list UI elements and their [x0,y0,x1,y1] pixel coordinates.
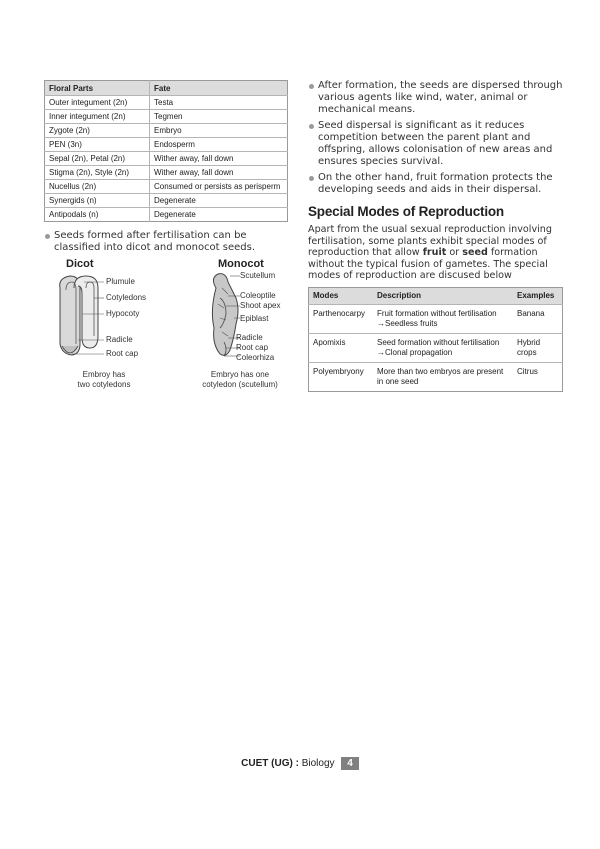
footer-exam: CUET (UG) : [241,758,299,769]
special-modes-paragraph: Apart from the usual sexual reproduction involving fertilisation, some plants exhibit special modes of reproduction that allow fruit or seed formation without the typical fusion of gametes. The special modes of reproduction are discused below [308,224,552,281]
floral-part: Antipodals (n) [45,208,150,222]
mode-name: Polyembryony [309,362,374,391]
table-row [45,124,288,138]
page-footer [0,757,600,770]
table-row [309,304,563,333]
fruit-formation-bullet: On the other hand, fruit formation protects the developing seeds and aids in their dispersal. [308,172,563,196]
fate: Embryo [150,124,288,138]
floral-part: PEN (3n) [45,138,150,152]
fate: Testa [150,96,288,110]
header-fate: Fate [150,81,288,96]
label-shoot-apex: Shoot apex [240,301,281,310]
dicot-title: Dicot [66,258,94,270]
seed-classification-bullet: Seeds formed after fertilisation can be classified into dicot and monocot seeds. [44,230,288,254]
monocot-title: Monocot [218,258,264,270]
header-description: Description [373,287,513,304]
table-row [45,96,288,110]
label-scutellum: Scutellum [240,271,276,280]
label-hypocotyl: Hypocoty [106,309,140,318]
label-dicot-root-cap: Root cap [106,349,139,358]
header-examples: Examples [513,287,563,304]
right-column [308,80,563,392]
dicot-caption: Embroy has two cotyledons [77,370,131,389]
section-heading: Special Modes of Reproduction [308,204,504,219]
header-floral-parts: Floral Parts [45,81,150,96]
label-plumule: Plumule [106,277,135,286]
footer-subject: Biology [301,758,335,769]
significance-bullet: Seed dispersal is significant as it reduces competition between the parent plant and offspring, allows colonisation of new areas and ensures species survival. [308,120,563,168]
table-row [45,166,288,180]
floral-fate-table [44,80,288,222]
mode-description: More than two embryos are present in one seed [373,362,513,391]
table-row [309,333,563,362]
table-header-row [309,287,563,304]
floral-part: Stigma (2n), Style (2n) [45,166,150,180]
label-monocot-root-cap: Root cap [236,343,269,352]
mode-example: Banana [513,304,563,333]
label-dicot-radicle: Radicle [106,335,133,344]
dispersal-bullet: After formation, the seeds are dispersed through various agents like wind, water, animal or mechanical means. [308,80,563,116]
floral-part: Zygote (2n) [45,124,150,138]
mode-example: Citrus [513,362,563,391]
table-row [45,194,288,208]
fate: Endosperm [150,138,288,152]
label-cotyledons: Cotyledons [106,293,147,302]
table-row [309,362,563,391]
page-number: 4 [341,757,359,770]
monocot-caption: Embryo has one cotyledon (scutellum) [202,370,278,389]
fate: Wither away, fall down [150,166,288,180]
table-row [45,110,288,124]
floral-part: Inner integument (2n) [45,110,150,124]
mode-example: Hybrid crops [513,333,563,362]
table-header-row [45,81,288,96]
left-column [44,80,288,398]
fate: Wither away, fall down [150,152,288,166]
mode-description: Seed formation without fertilisation →Clonal propagation [373,333,513,362]
header-modes: Modes [309,287,374,304]
fate: Degenerate [150,194,288,208]
fate: Tegmen [150,110,288,124]
mode-description: Fruit formation without fertilisation →Seedless fruits [373,304,513,333]
table-row [45,152,288,166]
table-row [45,208,288,222]
fate: Consumed or persists as perisperm [150,180,288,194]
floral-part: Nucellus (2n) [45,180,150,194]
label-epiblast: Epiblast [240,314,269,323]
table-row [45,180,288,194]
fate: Degenerate [150,208,288,222]
mode-name: Apomixis [309,333,374,362]
mode-name: Parthenocarpy [309,304,374,333]
reproduction-modes-table [308,287,563,392]
floral-part: Synergids (n) [45,194,150,208]
table-row [45,138,288,152]
dicot-embryo-drawing [60,276,104,355]
floral-part: Outer integument (2n) [45,96,150,110]
label-coleoptile: Coleoptile [240,291,276,300]
label-coleorhiza: Coleorhiza [236,353,275,362]
floral-part: Sepal (2n), Petal (2n) [45,152,150,166]
label-monocot-radicle: Radicle [236,333,263,342]
seed-embryo-diagram [44,258,288,398]
